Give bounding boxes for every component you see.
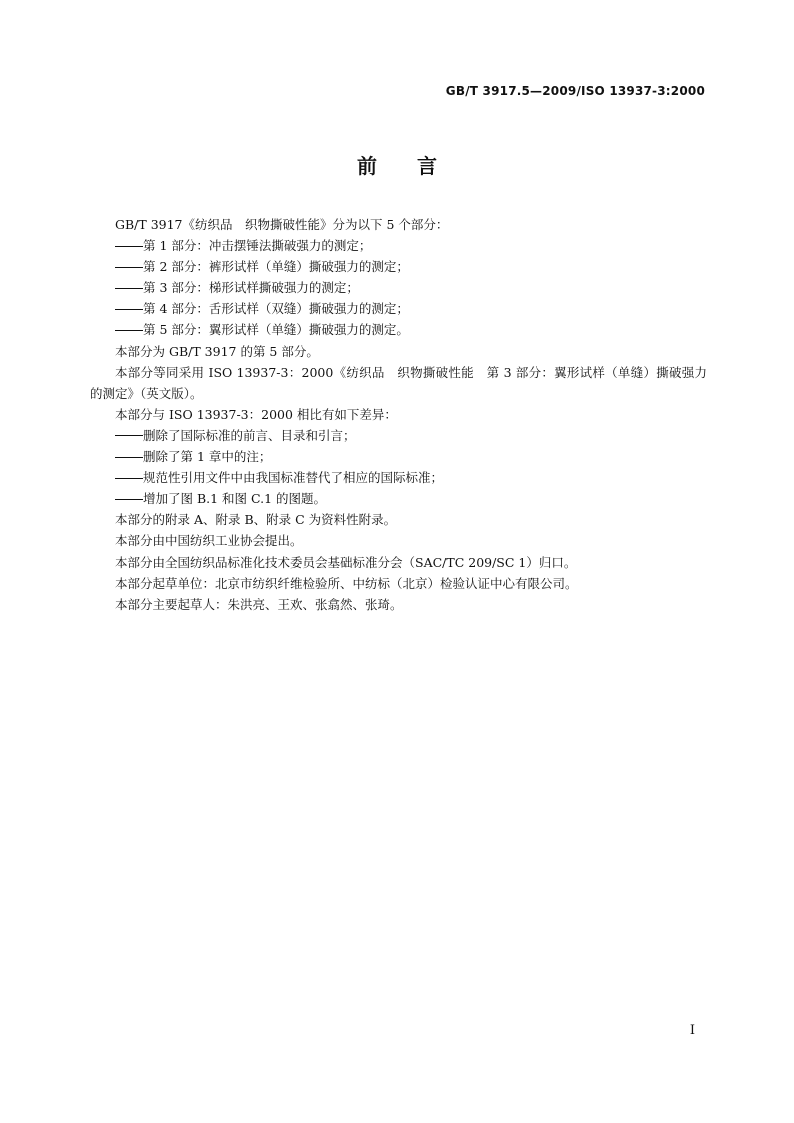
dash-mark — [115, 457, 143, 458]
annexes-paragraph: 本部分的附录 A、附录 B、附录 C 为资料性附录。 — [115, 512, 397, 528]
list-item-text: 规范性引用文件中由我国标准替代了相应的国际标准； — [143, 470, 444, 486]
list-item-text: 第 5 部分：翼形试样（单缝）撕破强力的测定。 — [143, 322, 409, 338]
standard-code: GB/T 3917.5—2009/ISO 13937-3:2000 — [445, 84, 705, 98]
proposed-by-paragraph: 本部分由中国纺织工业协会提出。 — [115, 533, 303, 549]
managed-by-paragraph: 本部分由全国纺织品标准化技术委员会基础标准分会（SAC/TC 209/SC 1）归口。 — [115, 554, 577, 570]
list-item-text: 第 1 部分：冲击摆锤法撕破强力的测定； — [143, 238, 372, 254]
list-item-text: 第 4 部分：舌形试样（双缝）撕破强力的测定； — [143, 301, 409, 317]
dash-mark — [115, 246, 143, 247]
list-item-part-5 — [90, 319, 707, 340]
document-body — [90, 214, 707, 615]
adoption-paragraph: 本部分等同采用 ISO 13937-3：2000《纺织品 织物撕破性能 第 3 部分：翼形试样（单缝）撕破强力的测定》（英文版）。 — [90, 364, 707, 401]
dash-mark — [115, 288, 143, 289]
dash-mark — [115, 499, 143, 500]
list-item-difference-2 — [90, 446, 707, 467]
list-item-text: 增加了图 B.1 和图 C.1 的图题。 — [143, 491, 327, 507]
list-item-difference-4 — [90, 488, 707, 509]
differences-intro-paragraph: 本部分与 ISO 13937-3：2000 相比有如下差异： — [115, 406, 397, 422]
page-number: I — [689, 1023, 695, 1038]
drafting-units-paragraph: 本部分起草单位：北京市纺织纤维检验所、中纺标（北京）检验认证中心有限公司。 — [115, 575, 578, 591]
this-part-paragraph: 本部分为 GB/T 3917 的第 5 部分。 — [115, 343, 319, 359]
list-item-part-4 — [90, 298, 707, 319]
list-item-difference-1 — [90, 425, 707, 446]
list-item-part-2 — [90, 256, 707, 277]
list-item-text: 第 3 部分：梯形试样撕破强力的测定； — [143, 280, 359, 296]
dash-mark — [115, 309, 143, 310]
list-item-text: 第 2 部分：裤形试样（单缝）撕破强力的测定； — [143, 259, 409, 275]
dash-mark — [115, 267, 143, 268]
intro-paragraph: GB/T 3917《纺织品 织物撕破性能》分为以下 5 个部分： — [115, 217, 449, 232]
list-item-difference-3 — [90, 467, 707, 488]
list-item-text: 删除了第 1 章中的注； — [143, 449, 272, 465]
list-item-part-1 — [90, 235, 707, 256]
list-item-part-3 — [90, 277, 707, 298]
dash-mark — [115, 435, 143, 436]
drafters-paragraph: 本部分主要起草人：朱洪亮、王欢、张翕然、张琦。 — [115, 596, 403, 612]
dash-mark — [115, 330, 143, 331]
list-item-text: 删除了国际标准的前言、目录和引言； — [143, 427, 356, 443]
dash-mark — [115, 478, 143, 479]
page-title: 前言 — [357, 154, 477, 178]
